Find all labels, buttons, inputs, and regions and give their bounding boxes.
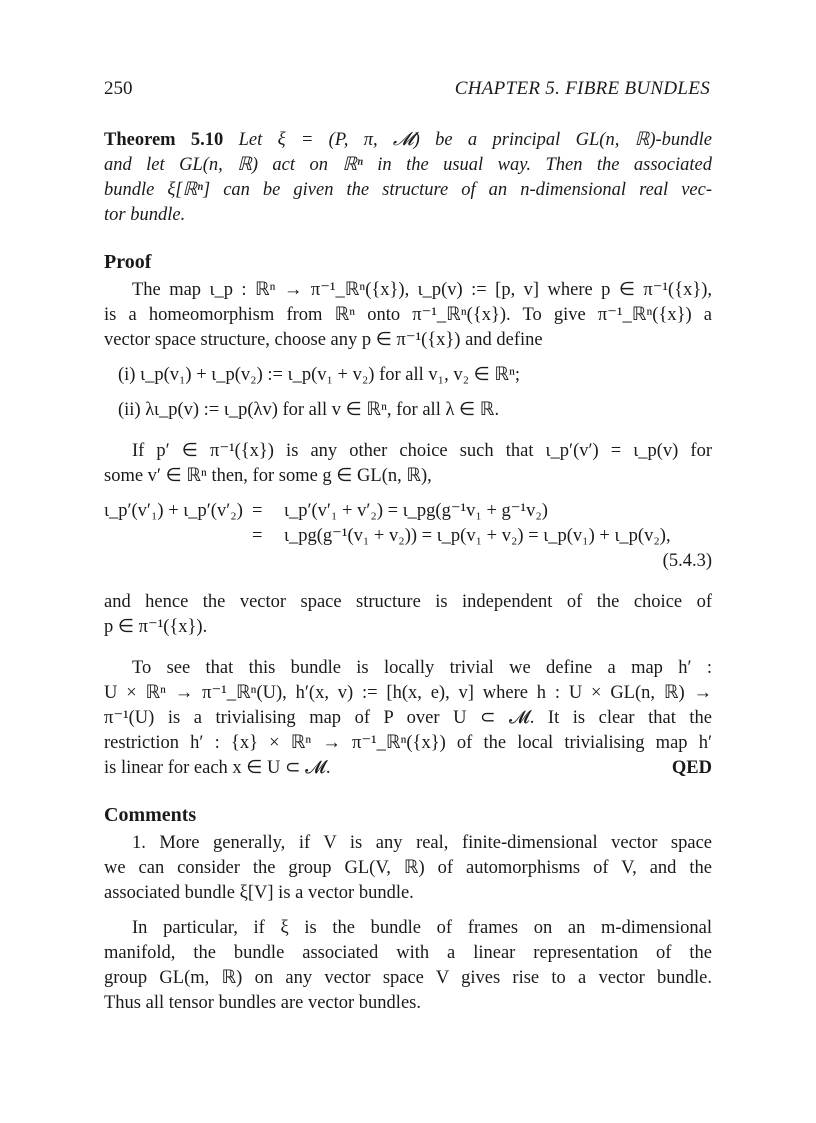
text-line: is linear for each x ∈ U ⊂ 𝓜. QED [104, 756, 712, 781]
comments-paragraph [104, 831, 712, 906]
qed-mark: QED [671, 758, 712, 778]
text-line: Thus all tensor bundles are vector bundles. [104, 993, 421, 1013]
definition-item-i: (i) ι_p(v₁) + ι_p(v₂) := ι_p(v₁ + v₂) for all v₁, v₂ ∈ ℝⁿ; [118, 365, 521, 385]
equation-row [104, 549, 712, 574]
text-line: is a homeomorphism from ℝⁿ onto π⁻¹_ℝⁿ({x}). To give π⁻¹_ℝⁿ({x}) a [104, 305, 712, 325]
theorem-line: Theorem 5.10 Let ξ = (P, π, 𝓜) be a principal GL(n, ℝ)-bundle [104, 130, 712, 150]
equals-sign: = [252, 526, 263, 546]
theorem-line: tor bundle. [104, 205, 186, 225]
comments-heading: Comments [104, 804, 197, 826]
equation-row [104, 524, 712, 549]
chapter-title: CHAPTER 5. FIBRE BUNDLES [454, 78, 710, 99]
proof-paragraph [104, 590, 712, 640]
text-line: π⁻¹(U) is a trivialising map of P over U ⊂ 𝓜. It is clear that the [104, 708, 712, 728]
equation-rhs: ι_pg(g⁻¹(v₁ + v₂)) = ι_p(v₁ + v₂) = ι_p(v₁) + ι_p(v₂), [284, 526, 671, 546]
equation-number: (5.4.3) [662, 551, 712, 571]
text-line: To see that this bundle is locally trivial we define a map h′ : [132, 658, 712, 678]
text-line: manifold, the bundle associated with a linear representation of the [104, 943, 712, 963]
proof-paragraph [104, 656, 712, 781]
theorem-line: and let GL(n, ℝ) act on ℝⁿ in the usual way. Then the associated [104, 155, 712, 175]
text-line: If p′ ∈ π⁻¹({x}) is any other choice such that ι_p′(v′) = ι_p(v) for [132, 441, 712, 461]
equals-sign: = [252, 501, 263, 521]
text-line: associated bundle ξ[V] is a vector bundle. [104, 883, 414, 903]
text-line: and hence the vector space structure is independent of the choice of [104, 592, 712, 612]
text-line: In particular, if ξ is the bundle of frames on an m-dimensional [132, 918, 712, 938]
theorem-label: Theorem 5.10 [104, 130, 224, 150]
equation-lhs: ι_p′(v′₁) + ι_p′(v′₂) [104, 501, 243, 521]
equation-rhs: ι_p′(v′₁ + v′₂) = ι_pg(g⁻¹v₁ + g⁻¹v₂) [284, 501, 548, 521]
text-line: we can consider the group GL(V, ℝ) of automorphisms of V, and the [104, 858, 712, 878]
text-line: some v′ ∈ ℝⁿ then, for some g ∈ GL(n, ℝ), [104, 466, 432, 486]
text-line: p ∈ π⁻¹({x}). [104, 617, 208, 637]
text-line: 1. More generally, if V is any real, finite-dimensional vector space [132, 833, 712, 853]
running-header [104, 78, 710, 102]
proof-paragraph [104, 439, 712, 489]
page-body [104, 128, 712, 1016]
definition-item-ii: (ii) λι_p(v) := ι_p(λv) for all v ∈ ℝⁿ, for all λ ∈ ℝ. [118, 400, 500, 420]
text-line: group GL(m, ℝ) on any vector space V gives rise to a vector bundle. [104, 968, 712, 988]
theorem-line: bundle ξ[ℝⁿ] can be given the structure of an n-dimensional real vec- [104, 180, 712, 200]
theorem-block [104, 128, 712, 228]
comments-paragraph [104, 916, 712, 1016]
proof-paragraph [104, 278, 712, 353]
page-number: 250 [104, 78, 133, 99]
proof-heading: Proof [104, 251, 152, 273]
equation-row [104, 499, 712, 524]
text-line: U × ℝⁿ → π⁻¹_ℝⁿ(U), h′(x, v) := [h(x, e), v] where h : U × GL(n, ℝ) → [104, 683, 712, 703]
text-line: restriction h′ : {x} × ℝⁿ → π⁻¹_ℝⁿ({x}) of the local trivialising map h′ [104, 733, 712, 753]
text-line: vector space structure, choose any p ∈ π⁻¹({x}) and define [104, 330, 543, 350]
text-line: The map ι_p : ℝⁿ → π⁻¹_ℝⁿ({x}), ι_p(v) := [p, v] where p ∈ π⁻¹({x}), [132, 280, 712, 300]
equation-5-4-3 [104, 499, 712, 574]
